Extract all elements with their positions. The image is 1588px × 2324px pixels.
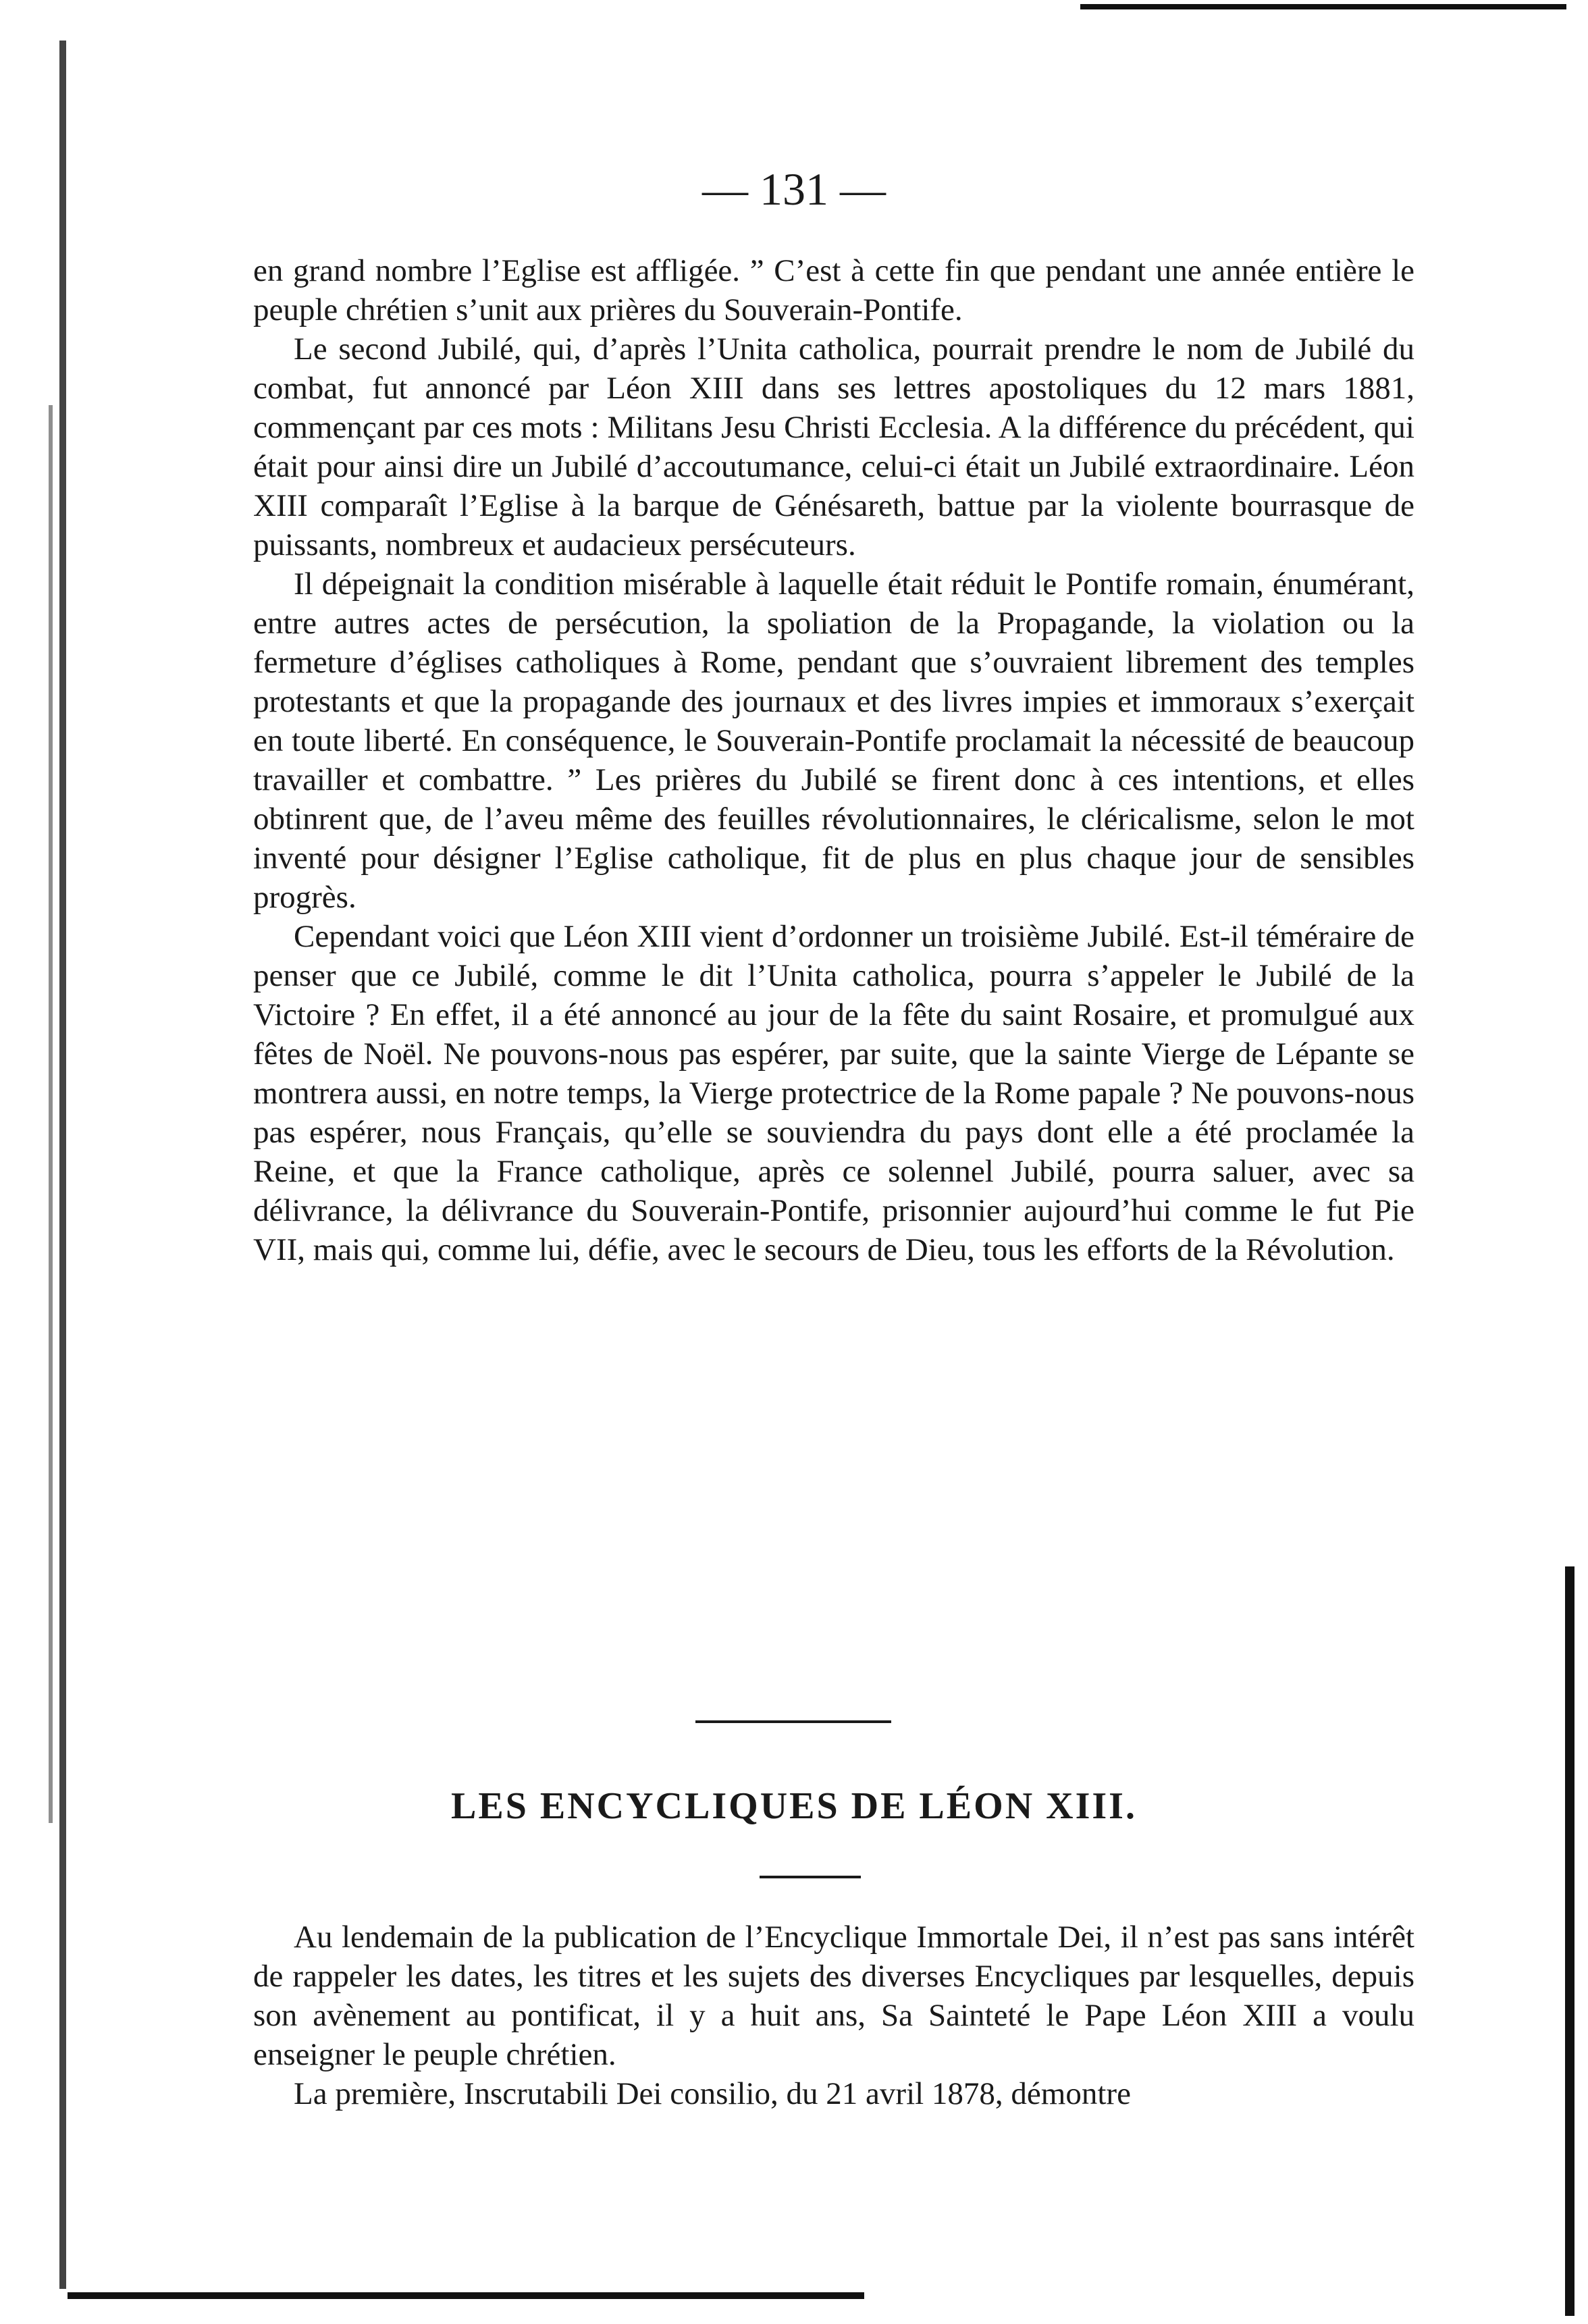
main-text <box>253 251 1414 1269</box>
title-underline-rule <box>760 1876 861 1878</box>
paragraph-2: Le second Jubilé, qui, d’après l’Unita catholica, pourrait prendre le nom de Jubilé du combat, fut annoncé par Léon XIII dans ses lettres apostoliques du 12 mars 1881, commençant par ces mots : Militans Jesu Christi Ecclesia. A la différence du précédent, qui était pour ainsi dire un Jubilé d’accoutumance, celui-ci était un Jubilé extraordinaire. Léon XIII comparaît l’Eglise à la barque de Génésareth, battue par la violente bourrasque de puissants, nombreux et audacieux persécuteurs. <box>253 332 1414 562</box>
paragraph-3: Il dépeignait la condition misérable à laquelle était réduit le Pontife romain, énumérant, entre autres actes de persécution, la spoliation de la Propagande, la violation ou la fermeture d’églises catholiques à Rome, pendant que s’ouvraient librement des temples protestants et que la propagande des journaux et des livres impies et immoraux s’exerçait en toute liberté. En conséquence, le Souverain-Pontife proclamait la nécessité de beaucoup travailler et combattre. ” Les prières du Jubilé se firent donc à ces intentions, et elles obtinrent que, de l’aveu même des feuilles révolutionnaires, le cléricalisme, selon le mot inventé pour désigner l’Eglise catholique, fit de plus en plus chaque jour de sensibles progrès. <box>253 566 1414 915</box>
paragraph-4: Cependant voici que Léon XIII vient d’ordonner un troisième Jubilé. Est-il téméraire de penser que ce Jubilé, comme le dit l’Unita catholica, pourra s’appeler le Jubilé de la Victoire ? En effet, il a été annoncé au jour de la fête du saint Rosaire, et promulgué aux fêtes de Noël. Ne pouvons-nous pas espérer, par suite, que la sainte Vierge de Lépante se montrera aussi, en notre temps, la Vierge protectrice de la Rome papale ? Ne pouvons-nous pas espérer, nous Français, qu’elle se souviendra du pays dont elle a été proclamée la Reine, et que la France catholique, après ce solennel Jubilé, pourra saluer, avec sa délivrance, la délivrance du Souverain-Pontife, prisonnier aujourd’hui comme le fut Pie VII, mais qui, comme lui, défie, avec le secours de Dieu, tous les efforts de la Révolution. <box>253 919 1414 1267</box>
scan-left-edge <box>59 41 66 2289</box>
section-title: LES ENCYCLIQUES DE LÉON XIII. <box>451 1785 1137 1827</box>
section-text <box>253 1918 1414 2113</box>
page-number: — 131 — <box>702 163 886 215</box>
scan-right-edge <box>1565 1566 1574 2316</box>
scan-top-rule <box>1080 4 1566 9</box>
section-paragraph-1: Au lendemain de la publication de l’Encyclique Immortale Dei, il n’est pas sans intérêt de rappeler les dates, les titres et les sujets des diverses Encycliques par lesquelles, depuis son avènement au pontificat, il y a huit ans, Sa Sainteté le Pape Léon XIII a voulu enseigner le peuple chrétien. <box>253 1920 1414 2072</box>
scan-bottom-rule <box>68 2292 864 2299</box>
scan-left-edge-shadow <box>49 405 53 1823</box>
paragraph-1: en grand nombre l’Eglise est affligée. ” C’est à cette fin que pendant une année entière le peuple chrétien s’unit aux prières du Souverain-Pontife. <box>253 253 1414 327</box>
section-separator-rule <box>695 1720 891 1723</box>
section-paragraph-2: La première, Inscrutabili Dei consilio, du 21 avril 1878, démontre <box>294 2076 1131 2111</box>
